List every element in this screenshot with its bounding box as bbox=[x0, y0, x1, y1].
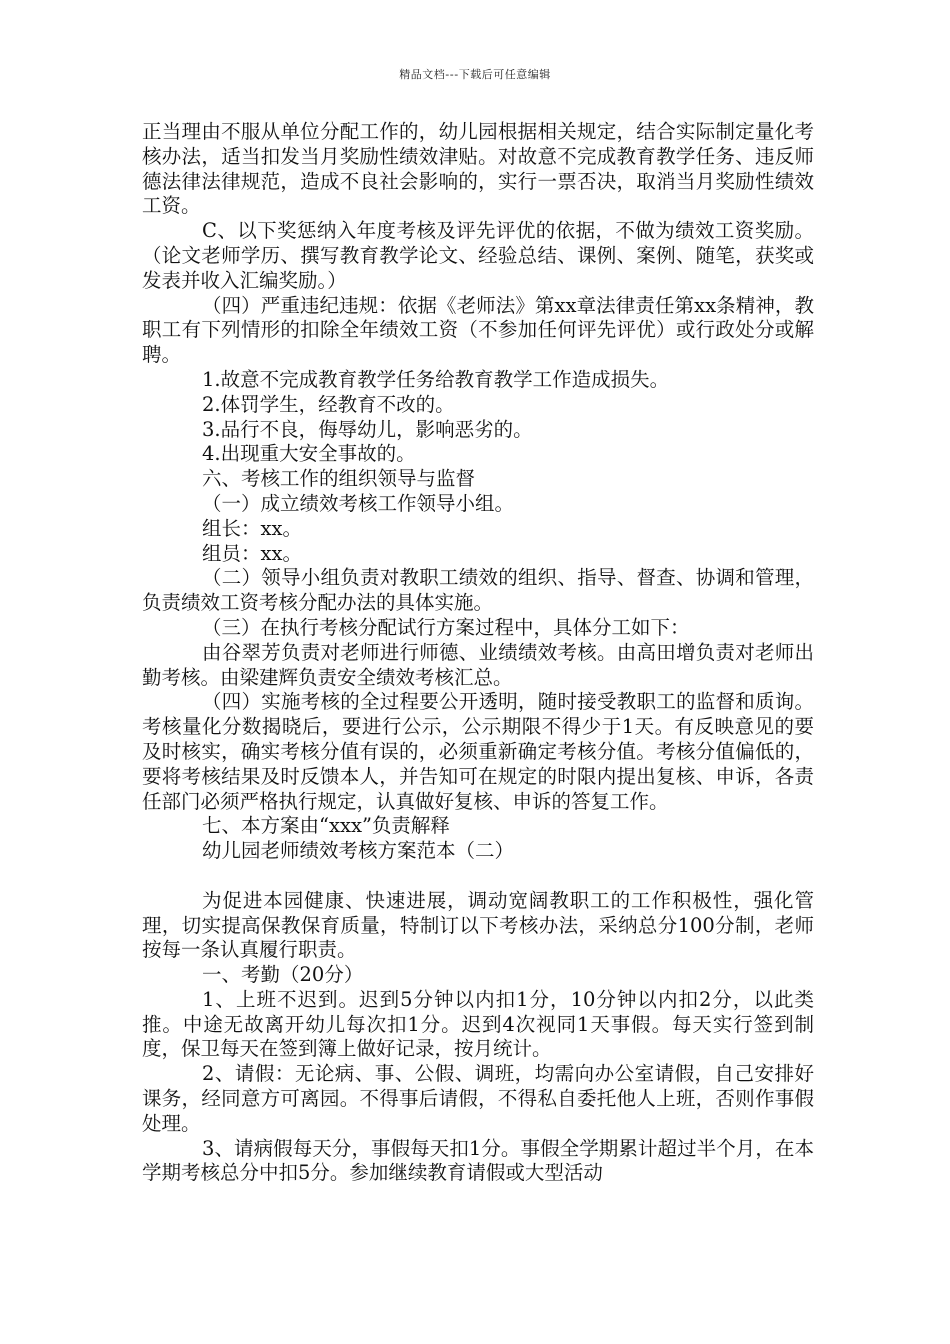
paragraph: 1、上班不迟到。迟到5分钟以内扣1分，10分钟以内扣2分，以此类推。中途无故离开幼儿每次扣1分。迟到4次视同1天事假。每天实行签到制度，保卫每天在签到簿上做好记录，按月统计。 bbox=[142, 987, 814, 1061]
page-header: 精品文档---下载后可任意编辑 bbox=[399, 68, 551, 81]
section-heading: 六、考核工作的组织领导与监督 bbox=[202, 467, 476, 491]
paragraph: 由谷翠芳负责对老师进行师德、业绩绩效考核。由高田增负责对老师出勤考核。由梁建辉负责安全绩效考核汇总。 bbox=[142, 640, 814, 689]
list-item: 1.故意不完成教育教学任务给教育教学工作造成损失。 bbox=[202, 367, 670, 391]
paragraph: 正当理由不服从单位分配工作的，幼儿园根据相关规定，结合实际制定量化考核办法，适当扣发当月奖励性绩效津贴。对故意不完成教育教学任务、违反师德法律法律规范，造成不良社会影响的，实行一票否决，取消当月奖励性绩效工资。 bbox=[142, 120, 814, 218]
list-item: 2.体罚学生，经教育不改的。 bbox=[202, 392, 455, 416]
blank-line bbox=[142, 864, 814, 889]
paragraph: 2、请假：无论病、事、公假、调班，均需向办公室请假，自己安排好课务，经同意方可离园。不得事后请假，不得私自委托他人上班，否则作事假处理。 bbox=[142, 1062, 814, 1135]
paragraph: （一）成立绩效考核工作领导小组。 bbox=[202, 491, 515, 515]
paragraph: 为促进本园健康、快速进展，调动宽阔教职工的工作积极性，强化管理，切实提高保教保育质量，特制订以下考核办法，采纳总分100分制，老师按每一条认真履行职责。 bbox=[142, 888, 814, 962]
paragraph: （四）实施考核的全过程要公开透明，随时接受教职工的监督和质询。考核量化分数揭晓后，要进行公示，公示期限不得少于1天。有反映意见的要及时核实，确实考核分值有误的，必须重新确定考核分值。考核分值偏低的，要将考核结果及时反馈本人，并告知可在规定的时限内提出复核、申诉，各责任部门必须严格执行规定，认真做好复核、申诉的答复工作。 bbox=[142, 690, 814, 813]
paragraph: C、以下奖惩纳入年度考核及评先评优的依据，不做为绩效工资奖励。（论文老师学历、撰写教育教学论文、经验总结、课例、案例、随笔，获奖或发表并收入汇编奖励。） bbox=[142, 219, 814, 292]
document-subtitle: 幼儿园老师绩效考核方案范本（二） bbox=[202, 839, 515, 863]
paragraph: 组长：xx。 bbox=[202, 516, 302, 540]
paragraph: 3、请病假每天分，事假每天扣1分。事假全学期累计超过半个月，在本学期考核总分中扣5分。参加继续教育请假或大型活动 bbox=[142, 1136, 814, 1185]
paragraph: （四）严重违纪违规：依据《老师法》第xx章法律责任第xx条精神，教职工有下列情形的扣除全年绩效工资（不参加任何评先评优）或行政处分或解聘。 bbox=[142, 293, 814, 367]
paragraph: 组员：xx。 bbox=[202, 541, 302, 565]
section-heading: 七、本方案由“xxx”负责解释 bbox=[202, 814, 450, 838]
document-body bbox=[142, 120, 814, 1186]
paragraph: （二）领导小组负责对教职工绩效的组织、指导、督查、协调和管理，负责绩效工资考核分配办法的具体实施。 bbox=[142, 566, 814, 615]
list-item: 3.品行不良，侮辱幼儿，影响恶劣的。 bbox=[202, 417, 533, 441]
paragraph: （三）在执行考核分配试行方案过程中，具体分工如下： bbox=[202, 615, 690, 639]
section-heading: 一、考勤（20分） bbox=[202, 963, 364, 987]
list-item: 4.出现重大安全事故的。 bbox=[202, 442, 416, 466]
